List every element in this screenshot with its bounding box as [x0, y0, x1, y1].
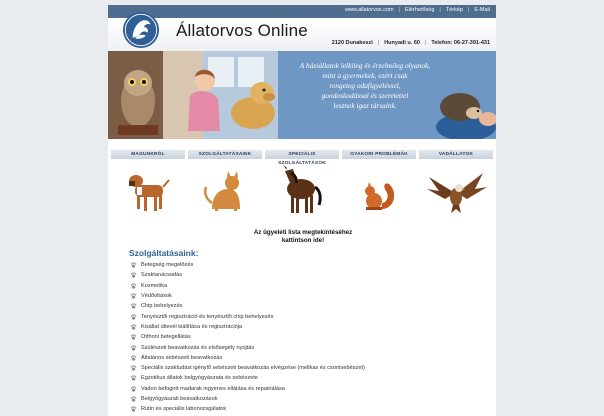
list-item	[130, 291, 365, 301]
separator: |	[377, 40, 380, 46]
list-item	[130, 270, 365, 280]
list-item	[130, 353, 365, 363]
service-label: Tenyésztői regisztráció és tenyésztői chip behelyezés	[141, 313, 274, 320]
list-item	[130, 281, 365, 291]
vet-logo-icon[interactable]	[122, 11, 160, 49]
cat-icon	[188, 163, 262, 218]
page-container	[108, 5, 496, 416]
notice-line-1[interactable]: Az ügyeleti lista megtekintéséhez	[253, 229, 353, 236]
list-item	[130, 301, 365, 311]
duty-list-notice[interactable]	[238, 229, 368, 245]
email-link[interactable]: E-Mail	[474, 7, 490, 13]
service-label: Kisállat útlevél kiállítása és regisztrációja	[141, 323, 243, 330]
service-label: Szülészeti beavatkozás és elsősegély nyújtás	[141, 344, 255, 351]
list-item	[130, 311, 365, 321]
site-header	[108, 18, 496, 51]
paw-icon	[130, 396, 137, 402]
list-item	[130, 332, 365, 342]
paw-icon	[130, 293, 137, 299]
nav-item-wild-animals[interactable]	[419, 150, 493, 220]
top-link-bar	[108, 5, 496, 18]
eagle-icon	[419, 163, 493, 218]
street: Hunyadi u. 60	[384, 40, 420, 46]
paw-icon	[130, 314, 137, 320]
quote-line: gondoskodással és szeretettel	[321, 91, 409, 100]
site-url-link[interactable]: www.allatorvos.com	[345, 7, 394, 13]
nav-label[interactable]: SPECIÁLIS SZOLGÁLTATÁSOK	[265, 150, 339, 159]
quote-line: rengeteg odafigyeléssel,	[329, 81, 401, 90]
service-label: Általános sebészeti beavatkozás	[141, 354, 223, 361]
service-label: Kozmetika	[141, 282, 168, 289]
nav-item-special-services[interactable]	[265, 150, 339, 220]
paw-icon	[130, 303, 137, 309]
paw-icon	[130, 324, 137, 330]
nav-item-about[interactable]	[111, 150, 185, 220]
service-label: Védőoltások	[141, 293, 172, 300]
services-list	[130, 260, 365, 414]
paw-icon	[130, 375, 137, 381]
service-label: Rutin és speciális laborvizsgálatok	[141, 406, 227, 413]
hero-banner	[108, 51, 496, 139]
paw-icon	[130, 365, 137, 371]
contact-link[interactable]: Elérhetőség	[405, 7, 435, 13]
service-label: Chip behelyezés	[141, 303, 183, 310]
service-label: Szaktanácsadás	[141, 272, 183, 279]
list-item	[130, 404, 365, 414]
paw-icon	[130, 334, 137, 340]
service-label: Speciális szaktudást igénylő sebészeti beavatkozás elvégzése (mellkas és csontsebészet)	[141, 365, 365, 372]
quote-line: lesznek igaz társaink.	[333, 101, 397, 110]
notice-line-2[interactable]: kattintson ide!	[281, 237, 325, 244]
paw-icon	[130, 283, 137, 289]
nav-label[interactable]: VADÁLLATOK	[419, 150, 493, 159]
services-heading: Szolgáltatásaink:	[129, 248, 199, 258]
nav-label[interactable]: GYAKORI PROBLÉMÁK	[342, 150, 416, 159]
phone: Telefon: 06-27-391-431	[431, 40, 490, 46]
contact-info	[332, 40, 490, 46]
list-item	[130, 322, 365, 332]
separator: |	[424, 40, 427, 46]
nav-item-services[interactable]	[188, 150, 262, 220]
paw-icon	[130, 262, 137, 268]
address: 2120 Dunakeszi	[331, 40, 373, 46]
service-label: Otthoni betegellátás	[141, 334, 191, 341]
quote-line: A háziállatok lelkileg és érzelmileg olyanok,	[299, 61, 431, 70]
list-item	[130, 394, 365, 404]
quote-line: mint a gyermekek, ezért csak	[322, 71, 408, 80]
list-item	[130, 384, 365, 394]
site-title: Állatorvos Online	[176, 21, 308, 40]
list-item	[130, 363, 365, 373]
nav-label[interactable]: MAGUNKRÓL	[111, 150, 185, 159]
service-label: Belgyógyászati beavatkozások	[141, 396, 218, 402]
list-item	[130, 373, 365, 383]
paw-icon	[130, 345, 137, 351]
top-links	[345, 7, 490, 13]
paw-icon	[130, 272, 137, 278]
separator: |	[398, 7, 401, 13]
paw-icon	[130, 355, 137, 361]
banner-quote	[280, 61, 450, 111]
paw-icon	[130, 406, 137, 412]
service-label: Betegség megelőzés	[141, 262, 194, 269]
nav-item-common-problems[interactable]	[342, 150, 416, 220]
list-item	[130, 260, 365, 270]
banner-photo	[108, 51, 278, 139]
separator: |	[467, 7, 470, 13]
boxer-dog-icon	[111, 163, 185, 218]
hedgehog-icon	[436, 79, 496, 139]
main-navigation	[111, 150, 494, 222]
squirrel-icon	[342, 163, 416, 218]
service-label: Vadon befogott madarak ingyenes ellátása és repatriálása	[141, 385, 285, 392]
horse-icon	[265, 163, 339, 218]
separator: |	[439, 7, 441, 13]
paw-icon	[130, 386, 137, 392]
service-label: Egzotikus állatok belgyógyászata és sebészete	[141, 375, 258, 382]
map-link[interactable]: Térkép	[445, 7, 463, 13]
nav-label[interactable]: SZOLGÁLTATÁSAINK	[188, 150, 262, 159]
list-item	[130, 342, 365, 352]
